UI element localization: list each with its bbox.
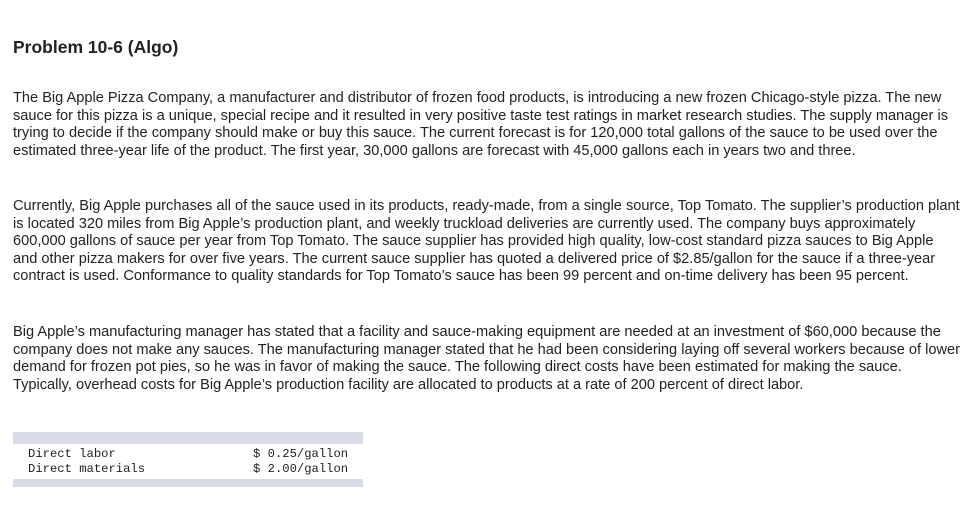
direct-cost-table [13, 432, 363, 487]
row-value: $ 0.25/gallon [253, 447, 349, 461]
paragraph-current-supplier: Currently, Big Apple purchases all of the sauce used in its products, ready-made, from a single source, Top Tomato. The supplier’s production plant is located 320 miles from Big Apple’s production plant, and weekly truckload deliveries are currently used. The company buys approximately 600,000 gallons of sauce per year from Top Tomato. The sauce supplier has provided high quality, low-cost standard pizza sauces to Big Apple and other pizza makers for over five years. The current sauce supplier has quoted a delivered price of $2.85/gallon for the sauce if a three-year contract is used. Conformance to quality standards for Top Tomato’s sauce has been 99 percent and on-time delivery has been 95 percent. [13, 198, 960, 285]
table-row-direct-materials [13, 462, 363, 477]
problem-title: Problem 10-6 (Algo) [13, 37, 179, 57]
table-footer-band [13, 479, 363, 487]
table-row-direct-labor [13, 447, 363, 462]
row-label: Direct materials [28, 462, 146, 476]
paragraph-intro: The Big Apple Pizza Company, a manufacturer and distributor of frozen food products, is introducing a new frozen Chicago-style pizza. The new sauce for this pizza is a unique, special recipe and it resulted in very positive taste test ratings in market research studies. The supply manager is trying to decide if the company should make or buy this sauce. The current forecast is for 120,000 total gallons of the sauce to be used over the estimated three-year life of the product. The first year, 30,000 gallons are forecast with 45,000 gallons each in years two and three. [13, 90, 949, 159]
row-label: Direct labor [28, 447, 116, 461]
table-body [13, 444, 363, 479]
row-value: $ 2.00/gallon [253, 462, 349, 476]
paragraph-make-option: Big Apple’s manufacturing manager has stated that a facility and sauce-making equipment are needed at an investment of $60,000 because the company does not make any sauces. The manufacturing manager stated that he had been considering laying off several workers because of lower demand for frozen pot pies, so he was in favor of making the sauce. The following direct costs have been estimated for making the sauce. Typically, overhead costs for Big Apple’s production facility are allocated to products at a rate of 200 percent of direct labor. [13, 324, 960, 393]
table-header-band [13, 432, 363, 444]
